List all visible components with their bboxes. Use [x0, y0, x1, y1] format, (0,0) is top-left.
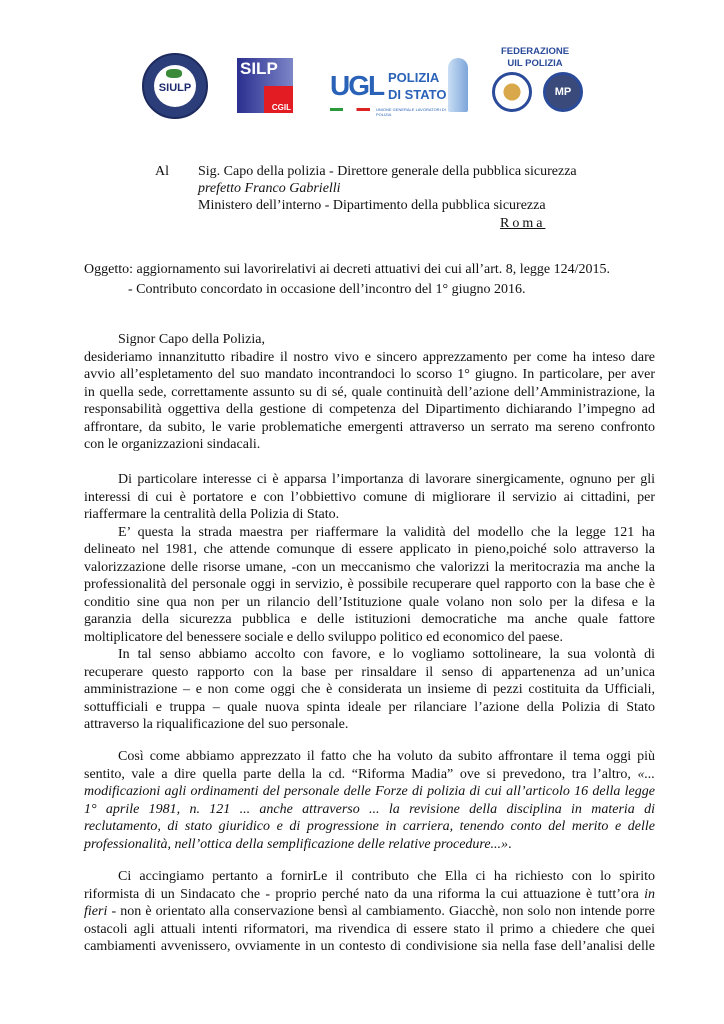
body-line — [84, 922, 655, 938]
silp-text: SILP — [240, 59, 278, 78]
body-line — [84, 700, 655, 716]
ugl-line2: DI STATO — [388, 87, 447, 102]
body-text: cambiamenti avvenissero, ovviamente in un contesto di condivisione sia nella fase dell’analisi delle — [84, 939, 655, 954]
subject-subline: - Contributo concordato in occasione dell’incontro del 1° giugno 2016. — [128, 282, 526, 297]
body-line — [84, 887, 655, 903]
address-line3: Ministero dell’interno - Dipartimento della pubblica sicurezza — [198, 198, 546, 213]
body-text: interessi di cui è portatore e con l’obbiettivo comune di migliorare il servizio ai cittadini, per — [84, 490, 655, 505]
ugl-text: UGL — [330, 70, 384, 101]
body-text: professionalità del personale oggi in servizio, è possibile recuperare quel rapporto con la base che è — [84, 577, 655, 592]
uil-line2: UIL POLIZIA — [507, 58, 563, 69]
body-line — [84, 612, 655, 628]
body-line — [84, 682, 655, 698]
body-text: sottufficiali e truppa – quale nuova spinta ideale per rilanciare l’azione della Polizia di Stato — [84, 700, 655, 715]
body-text: affrontare, da subito, le varie problematiche emergenti attraverso un serrato ma sereno confronto — [84, 420, 655, 435]
body-line — [84, 904, 655, 920]
body-text: amministrazione – e non come oggi che è considerata un insieme di pezzi costituita da Ufficiali, — [84, 682, 655, 697]
subject-line: Oggetto: aggiornamento sui lavorirelativi ai decreti attuativi dei cui all’art. 8, legge 124/2015. — [84, 262, 611, 277]
body-text: . — [508, 837, 512, 852]
body-line — [84, 595, 655, 611]
body-line — [84, 767, 655, 783]
body-line — [84, 560, 655, 576]
body-line — [84, 542, 655, 558]
body-text: valorizzazione delle risorse umane, -con un meccanismo che valorizzi la meritocrazia ma anche la — [84, 560, 655, 575]
body-text: delineato nel 1981, che attende comunque di essere applicato in pieno,poiché solo attraverso la — [84, 542, 655, 557]
address-city: Roma — [500, 216, 546, 231]
body-text: responsabilità oggettiva della gestione di competenza del Dipartimento dichiarando l’impegno ad — [84, 402, 655, 417]
body-text: ostacoli agli attuali intenti riformatori, ma rivendica di essere stato il primo a chiedere che quei — [84, 922, 655, 937]
people-silhouette-icon — [448, 58, 468, 112]
italic-text: reclutamento, di stato giuridico e di progressione in carriera, tenendo conto del merito e delle — [84, 819, 655, 834]
body-text: Ci accingiamo pertanto a fornirLe il contributo che Ella ci ha richiesto con lo spirito — [118, 869, 655, 884]
siulp-logo — [142, 53, 208, 119]
body-line — [118, 525, 655, 541]
body-text: In tal senso abbiamo accolto con favore, e lo vogliamo sottolineare, la sua volontà di — [118, 647, 655, 662]
body-line — [118, 749, 655, 765]
body-text: garanzia della sicurezza pubblica e delle istituzioni democratiche ma anche quale fattore — [84, 612, 655, 627]
body-line — [84, 717, 655, 733]
italic-text: «... — [637, 767, 655, 782]
italic-text: 1° aprile 1981, n. 121 ... anche attraverso ... la revisione della disciplina in materia di — [84, 802, 655, 817]
body-line — [84, 420, 655, 436]
body-line — [118, 472, 655, 488]
body-line — [84, 507, 655, 523]
ugl-polizia-logo — [330, 58, 456, 117]
body-text: con le organizzazioni sindacali. — [84, 437, 261, 452]
body-line — [84, 802, 655, 818]
body-line — [84, 939, 655, 955]
uil-line1: FEDERAZIONE — [500, 46, 570, 57]
body-line — [84, 385, 655, 401]
italy-map-icon — [166, 69, 182, 78]
address-line2: prefetto Franco Gabrielli — [198, 181, 341, 196]
body-line — [84, 490, 655, 506]
body-line — [84, 350, 655, 366]
ugl-subtitle: UNIONE GENERALE LAVORATORI DI POLIZIA — [376, 107, 446, 117]
body-text: riformista di un Sindacato che - proprio perché nato da una riforma la cui attuazione è tutt’ora — [84, 887, 645, 902]
body-line — [84, 819, 655, 835]
mp-badge: MP — [543, 72, 583, 112]
body-text: Così come abbiamo apprezzato il fatto che ha voluto da subito affrontare il tema oggi più — [118, 749, 655, 764]
body-text: E’ questa la strada maestra per riaffermare la validità del modello che la legge 121 ha — [118, 525, 655, 540]
body-text: riaffermare la centralità della Polizia di Stato. — [84, 507, 340, 522]
body-line — [84, 367, 655, 383]
italian-flag-stripe — [330, 108, 370, 111]
italic-text: professionalità, nell’ottica della semplificazione delle relative procedure...» — [84, 837, 509, 852]
body-line — [118, 647, 655, 663]
body-text: - non è orientato alla conservazione bensì al cambiamento. Giacchè, non solo non intende porre — [107, 904, 655, 919]
body-text: in quella sede, correttamente assunto su di sé, quale continuità dell’azione dell’Amministrazione, la — [84, 385, 655, 400]
address-prefix: Al — [155, 164, 169, 179]
address-line1: Sig. Capo della polizia - Direttore generale della pubblica sicurezza — [198, 164, 577, 179]
body-line — [84, 402, 655, 418]
italic-text: in — [644, 887, 655, 902]
body-line — [84, 577, 655, 593]
body-text: moltiplicatore del benessere sociale e dello sviluppo politico ed economico del paese. — [84, 630, 563, 645]
body-line — [84, 630, 655, 646]
italic-text: fieri — [84, 904, 108, 919]
cgil-text: CGIL — [271, 103, 291, 112]
silp-cgil-logo — [237, 58, 293, 113]
body-line — [84, 837, 655, 853]
body-line — [84, 784, 655, 800]
ugl-line1: POLIZIA — [388, 70, 440, 85]
uil-polizia-logo — [490, 46, 590, 118]
police-emblem-icon — [492, 72, 532, 112]
body-line — [84, 665, 655, 681]
body-text: recuperare questo rapporto con la base per rinsaldare il senso di appartenenza ad un’unica — [84, 665, 655, 680]
body-text: Signor Capo della Polizia, — [118, 332, 265, 347]
italic-text: modificazioni agli ordinamenti del personale delle Forze di polizia di cui all’articolo 16 della legge — [84, 784, 655, 799]
body-text: sentito, vale a dire quella parte della la cd. “Riforma Madia” ove si prevedono, tra l’altro, — [84, 767, 638, 782]
body-text: attraverso la riqualificazione del suo personale. — [84, 717, 349, 732]
body-line — [84, 437, 655, 453]
body-text: avvio all’espletamento del suo mandato incontrandoci lo scorso 1° giugno. In particolare, per aver — [84, 367, 655, 382]
siulp-logo-text: SIULP — [158, 82, 192, 94]
body-text: conditio sine qua non per un rilancio dell’Istituzione quale volano non solo per la difesa e la — [84, 595, 655, 610]
body-line — [118, 869, 655, 885]
body-line — [118, 332, 655, 348]
body-text: desideriamo innanzitutto ribadire il nostro vivo e sincero apprezzamento per come ha inteso dare — [84, 350, 655, 365]
body-text: Di particolare interesse ci è apparsa l’importanza di lavorare sinergicamente, ognuno per gli — [118, 472, 655, 487]
